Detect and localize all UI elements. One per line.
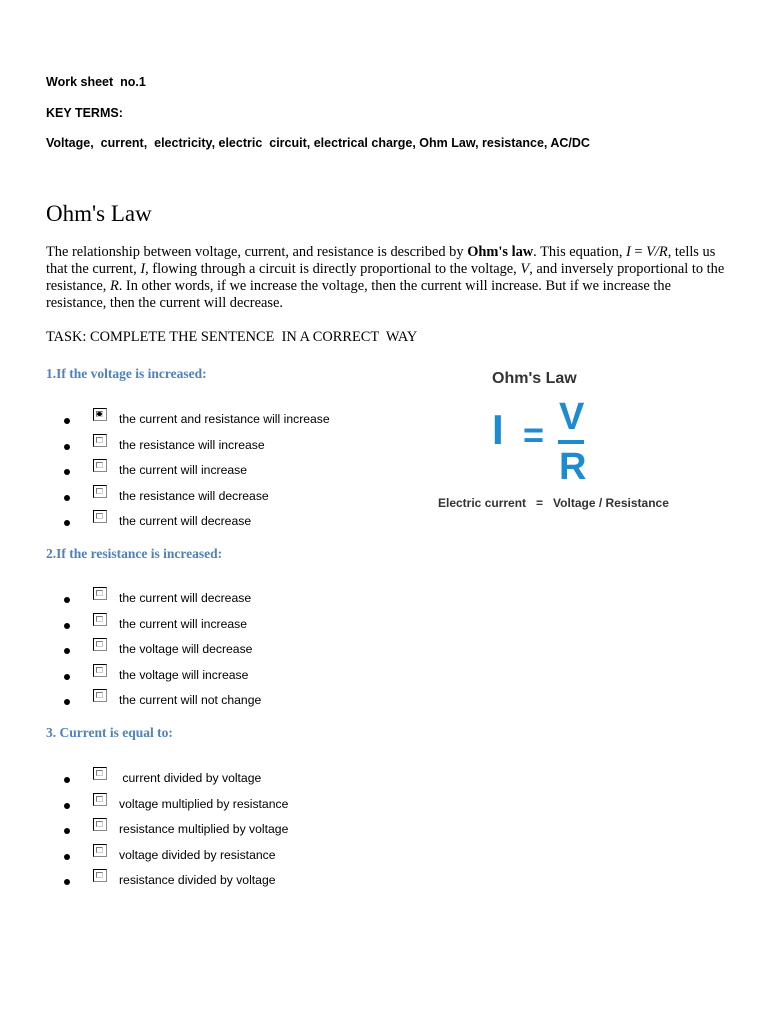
bullet-icon — [64, 495, 70, 501]
option-label: the current and resistance will increase — [119, 412, 330, 426]
formula-voltage-symbol: V — [559, 396, 585, 438]
option-label: resistance multiplied by voltage — [119, 822, 289, 836]
question-2-heading: 2.If the resistance is increased: — [46, 546, 223, 561]
option-label: voltage multiplied by resistance — [119, 796, 289, 811]
key-terms-label: KEY TERMS: — [46, 106, 123, 120]
option-label: the current will increase — [119, 616, 248, 631]
current-symbol: I — [140, 261, 146, 277]
question-1-heading: 1.If the voltage is increased: — [46, 366, 207, 381]
radio-button-icon[interactable] — [93, 869, 107, 882]
equation-equals: = — [630, 244, 647, 260]
voltage-symbol: V — [520, 261, 530, 277]
radio-button-icon[interactable] — [93, 689, 107, 702]
page-heading: Ohm's Law — [46, 201, 152, 226]
bullet-icon — [64, 444, 70, 450]
option-label: the resistance will decrease — [119, 488, 269, 503]
option-label: the voltage will increase — [119, 667, 249, 682]
bullet-icon — [64, 623, 70, 629]
equation-current-symbol: I — [626, 244, 631, 260]
bullet-icon — [64, 520, 70, 526]
worksheet-title: Work sheet no.1 — [46, 75, 146, 89]
key-terms-list: Voltage, current, electricity, electric circuit, electrical charge, Ohm Law, resistance, AC/DC — [46, 136, 590, 150]
ohms-law-bold: Ohm's law — [467, 244, 534, 260]
equation-voltage-over-resistance: V/R — [646, 244, 668, 260]
option-label: the resistance will increase — [119, 437, 265, 452]
formula-title: Ohm's Law — [492, 370, 577, 387]
radio-button-icon[interactable] — [93, 818, 107, 831]
radio-button-selected-icon[interactable] — [93, 408, 107, 421]
option-label: resistance divided by voltage — [119, 873, 276, 887]
option-label: the current will decrease — [119, 591, 252, 605]
bullet-icon — [64, 674, 70, 680]
radio-button-icon[interactable] — [93, 459, 107, 472]
radio-button-icon[interactable] — [93, 844, 107, 857]
intro-text: , flowing through a circuit is directly proportional to the voltage, — [145, 261, 521, 277]
option-label: the voltage will decrease — [119, 642, 253, 656]
question-3-heading: 3. Current is equal to: — [46, 725, 173, 740]
intro-text: , and inversely proportional to the resistance, — [46, 261, 725, 294]
formula-current-symbol: I — [492, 406, 504, 453]
radio-button-icon[interactable] — [93, 587, 107, 600]
radio-button-icon[interactable] — [93, 613, 107, 626]
option-label: the current will increase — [119, 463, 248, 477]
option-label: current divided by voltage — [119, 771, 262, 785]
formula-fraction-bar — [558, 440, 584, 444]
radio-button-icon[interactable] — [93, 664, 107, 677]
bullet-icon — [64, 597, 70, 603]
option-label: the current will decrease — [119, 514, 252, 528]
formula-resistance-symbol: R — [559, 446, 587, 488]
intro-paragraph — [46, 244, 726, 312]
formula-caption: Electric current = Voltage / Resistance — [438, 496, 669, 510]
bullet-icon — [64, 828, 70, 834]
task-instruction: TASK: COMPLETE THE SENTENCE IN A CORRECT WAY — [46, 329, 418, 345]
radio-button-icon[interactable] — [93, 793, 107, 806]
radio-button-icon[interactable] — [93, 510, 107, 523]
intro-text: The relationship between voltage, current, and resistance is described by — [46, 244, 468, 260]
bullet-icon — [64, 699, 70, 705]
bullet-icon — [64, 803, 70, 809]
bullet-icon — [64, 854, 70, 860]
intro-text: . This equation, — [533, 244, 627, 260]
bullet-icon — [64, 418, 70, 424]
intro-text: . In other words, if we increase the voltage, then the current will increase. But if we increase the resistance, then the current will decrease. — [46, 278, 671, 311]
option-label: the current will not change — [119, 693, 262, 707]
bullet-icon — [64, 777, 70, 783]
intro-text: , tells us that the current, — [46, 244, 716, 277]
bullet-icon — [64, 648, 70, 654]
radio-button-icon[interactable] — [93, 638, 107, 651]
radio-button-icon[interactable] — [93, 485, 107, 498]
bullet-icon — [64, 469, 70, 475]
radio-button-icon[interactable] — [93, 767, 107, 780]
ohms-law-formula-image — [428, 364, 672, 524]
resistance-symbol: R — [109, 278, 119, 294]
bullet-icon — [64, 879, 70, 885]
option-label: voltage divided by resistance — [119, 847, 276, 862]
radio-button-icon[interactable] — [93, 434, 107, 447]
formula-equals-sign: = — [523, 414, 545, 455]
